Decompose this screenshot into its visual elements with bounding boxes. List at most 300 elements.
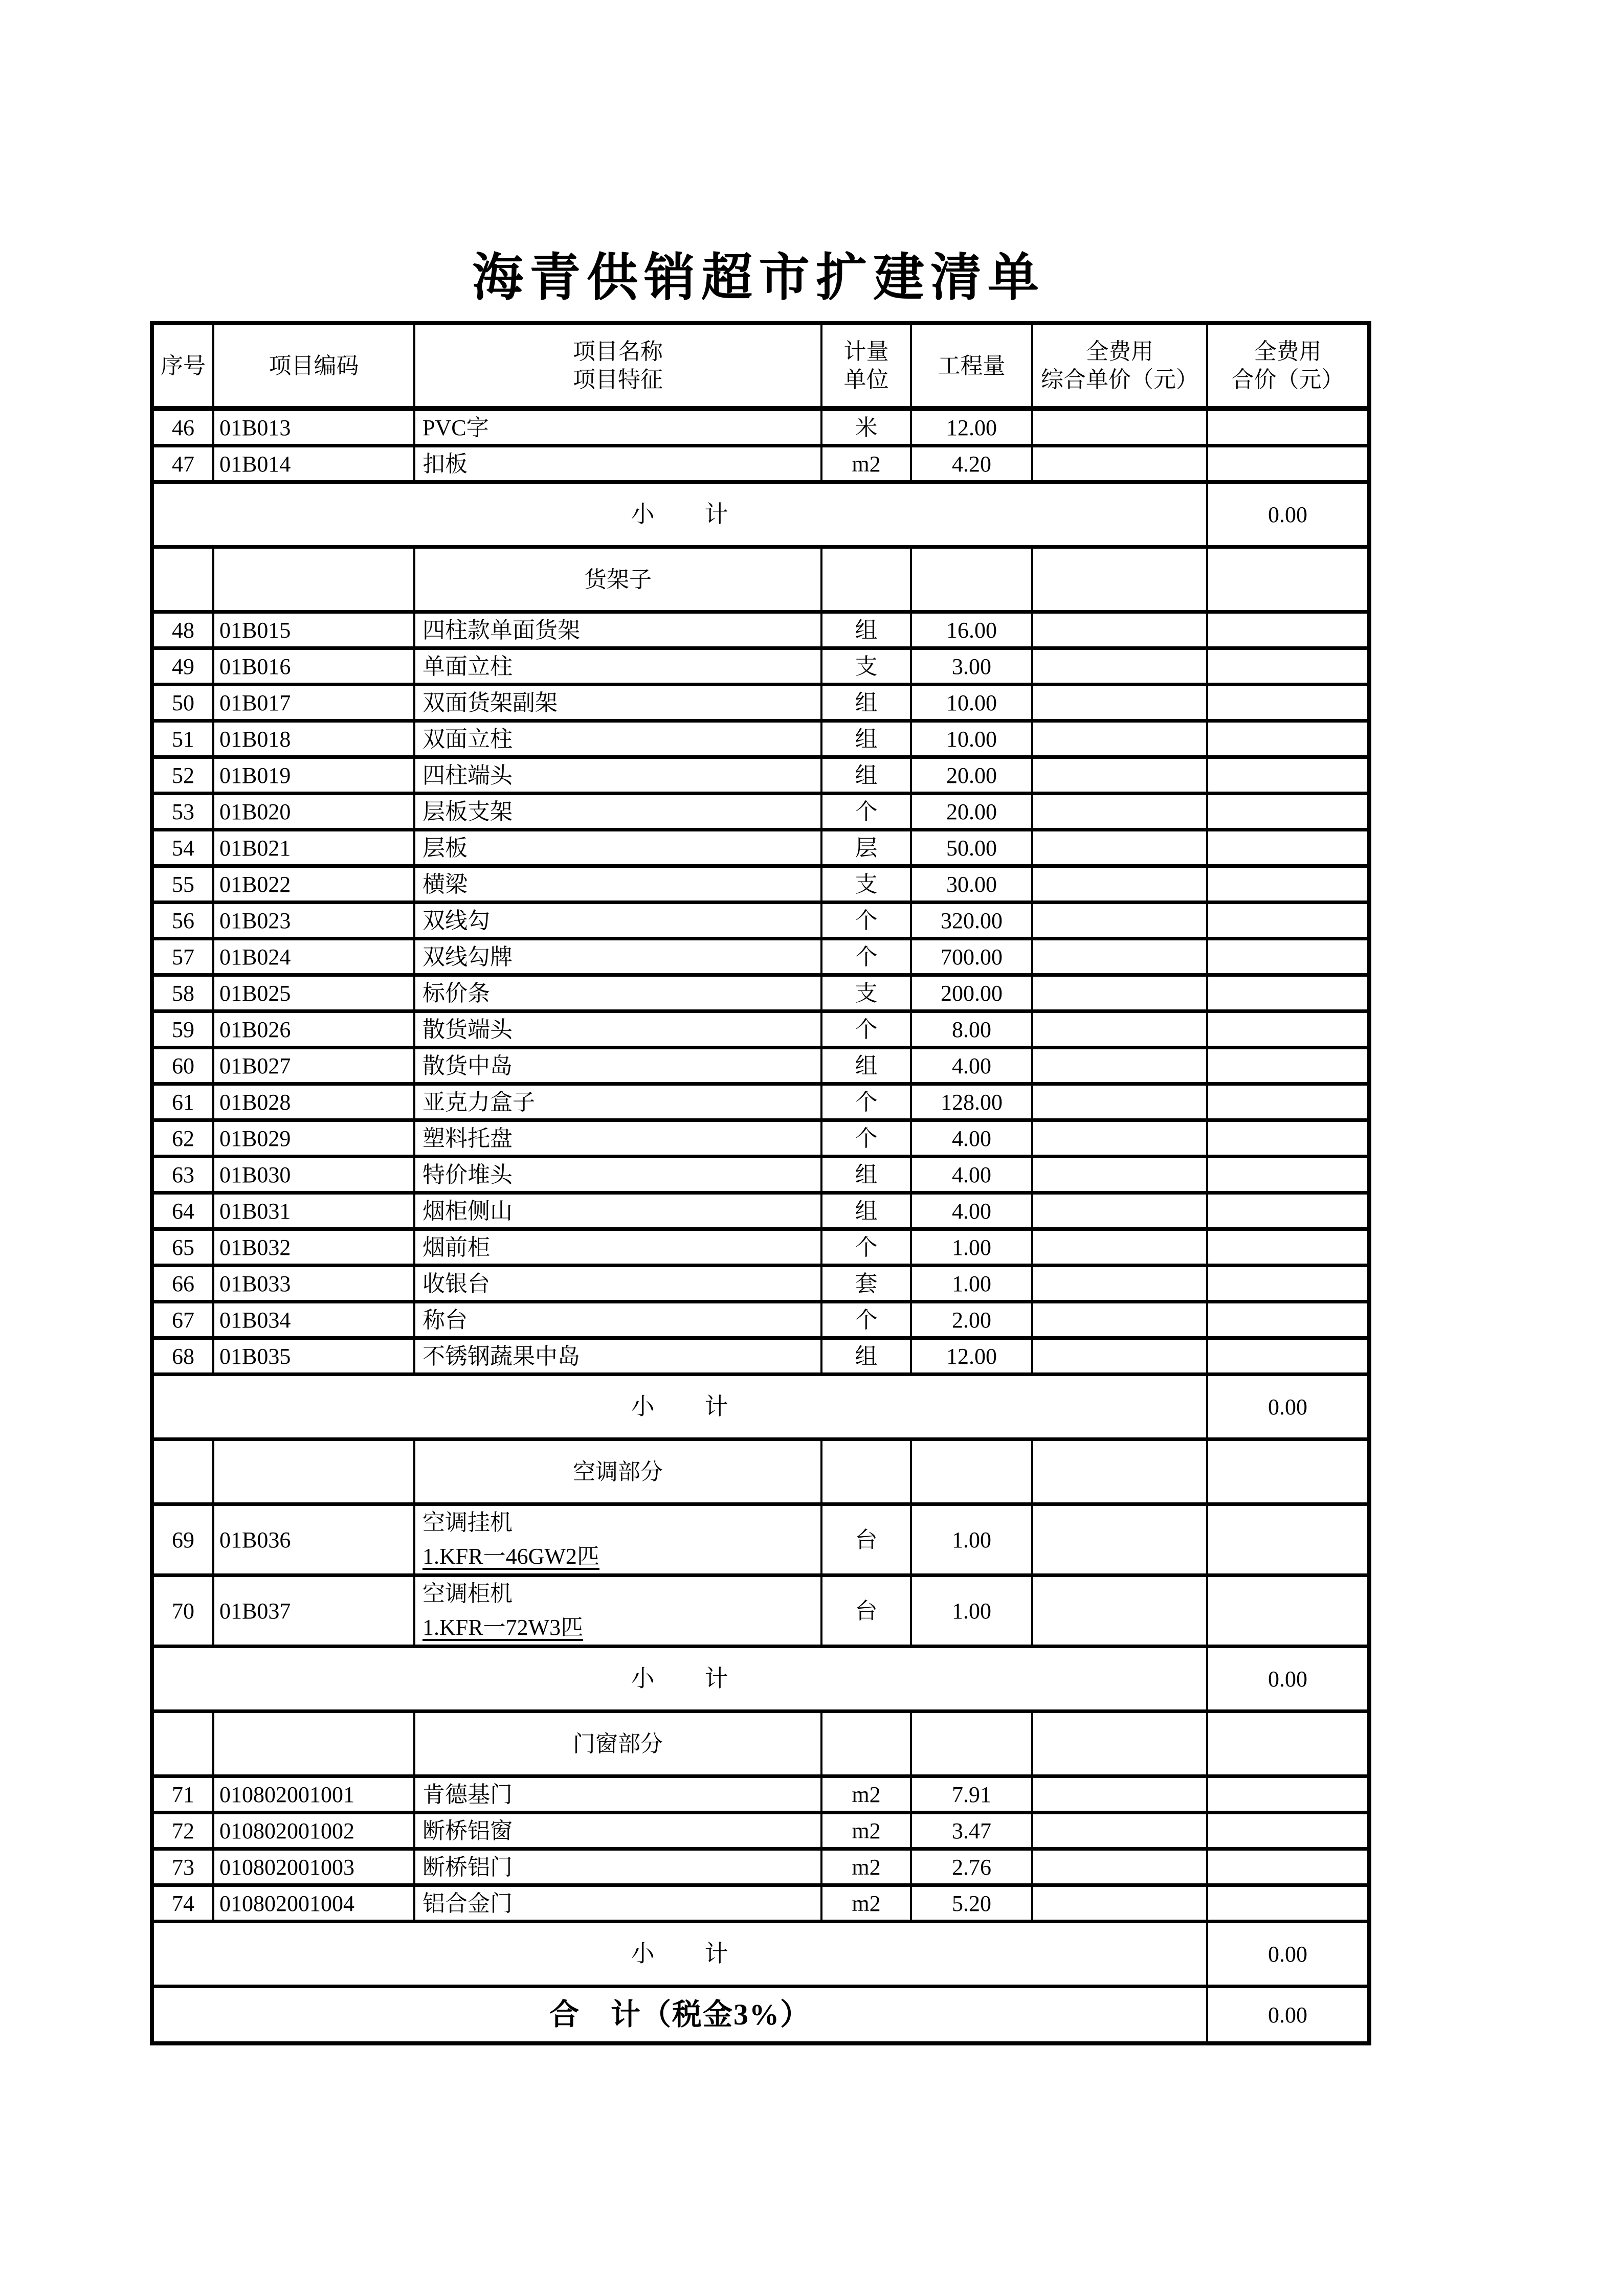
code-cell: 01B019 xyxy=(213,757,414,794)
amount-cell xyxy=(1207,1229,1369,1266)
quantity-cell: 30.00 xyxy=(911,866,1032,903)
amount-cell xyxy=(1207,1439,1369,1504)
unit-cell: 台 xyxy=(821,1504,911,1575)
unit-price-cell xyxy=(1032,409,1207,446)
serial-cell: 69 xyxy=(152,1504,213,1575)
quantity-cell: 1.00 xyxy=(911,1504,1032,1575)
subtotal-row xyxy=(152,1647,1369,1712)
code-cell: 01B015 xyxy=(213,612,414,648)
item-name: 四柱端头 xyxy=(422,762,513,788)
unit-cell xyxy=(821,547,911,612)
header-name: 项目名称 项目特征 xyxy=(414,323,821,409)
serial-cell: 55 xyxy=(152,866,213,903)
unit-price-cell xyxy=(1032,1813,1207,1849)
header-code: 项目编码 xyxy=(213,323,414,409)
name-cell xyxy=(414,1302,821,1338)
serial-cell: 68 xyxy=(152,1338,213,1375)
amount-cell xyxy=(1207,866,1369,903)
item-name: 层板支架 xyxy=(422,799,513,824)
name-cell xyxy=(414,757,821,794)
code-cell: 01B023 xyxy=(213,903,414,939)
amount-cell xyxy=(1207,1504,1369,1575)
amount-cell xyxy=(1207,830,1369,866)
section-title-cell xyxy=(414,547,821,612)
item-name: PVC字 xyxy=(422,415,489,440)
quantity-cell: 4.00 xyxy=(911,1193,1032,1229)
quantity-cell: 12.00 xyxy=(911,409,1032,446)
item-name: 标价条 xyxy=(422,980,490,1006)
unit-cell: 组 xyxy=(821,1157,911,1193)
item-name: 亚克力盒子 xyxy=(422,1089,535,1115)
name-cell xyxy=(414,1776,821,1813)
quantity-cell: 700.00 xyxy=(911,939,1032,975)
subtotal-label-cell: 小 计 xyxy=(152,1922,1207,1987)
quantity-cell: 7.91 xyxy=(911,1776,1032,1813)
amount-cell xyxy=(1207,1849,1369,1885)
quantity-cell: 4.20 xyxy=(911,446,1032,482)
unit-price-cell xyxy=(1032,1504,1207,1575)
item-row xyxy=(152,721,1369,757)
quantity-cell: 50.00 xyxy=(911,830,1032,866)
amount-cell xyxy=(1207,975,1369,1011)
name-cell xyxy=(414,1575,821,1647)
item-row xyxy=(152,1885,1369,1922)
section-row xyxy=(152,547,1369,612)
code-cell: 01B033 xyxy=(213,1266,414,1302)
quantity-cell: 128.00 xyxy=(911,1084,1032,1120)
code-cell: 01B031 xyxy=(213,1193,414,1229)
quantity-cell: 16.00 xyxy=(911,612,1032,648)
amount-cell xyxy=(1207,1712,1369,1776)
unit-price-cell xyxy=(1032,1084,1207,1120)
quantity-cell: 2.76 xyxy=(911,1849,1032,1885)
serial-cell xyxy=(152,547,213,612)
serial-cell: 63 xyxy=(152,1157,213,1193)
quantity-cell: 4.00 xyxy=(911,1157,1032,1193)
code-cell xyxy=(213,1712,414,1776)
serial-cell: 56 xyxy=(152,903,213,939)
code-cell: 01B022 xyxy=(213,866,414,903)
amount-cell xyxy=(1207,1120,1369,1157)
unit-cell: 套 xyxy=(821,1266,911,1302)
code-cell: 01B013 xyxy=(213,409,414,446)
unit-price-cell xyxy=(1032,1266,1207,1302)
section-title: 门窗部分 xyxy=(573,1731,663,1757)
amount-cell xyxy=(1207,757,1369,794)
amount-cell xyxy=(1207,446,1369,482)
amount-cell xyxy=(1207,939,1369,975)
serial-cell: 73 xyxy=(152,1849,213,1885)
code-cell: 01B024 xyxy=(213,939,414,975)
table-body xyxy=(152,323,1369,2043)
name-cell xyxy=(414,648,821,685)
amount-cell xyxy=(1207,1338,1369,1375)
item-row xyxy=(152,1575,1369,1647)
item-name: 空调柜机 xyxy=(422,1581,513,1606)
serial-cell: 74 xyxy=(152,1885,213,1922)
item-row xyxy=(152,794,1369,830)
unit-cell: 米 xyxy=(821,409,911,446)
code-cell: 01B021 xyxy=(213,830,414,866)
item-feature: 1.KFR一46GW2匹 xyxy=(422,1544,599,1569)
code-cell: 01B018 xyxy=(213,721,414,757)
quantity-cell: 20.00 xyxy=(911,794,1032,830)
unit-price-cell xyxy=(1032,721,1207,757)
amount-cell xyxy=(1207,1193,1369,1229)
name-cell xyxy=(414,939,821,975)
unit-cell: 组 xyxy=(821,757,911,794)
quantity-cell: 5.20 xyxy=(911,1885,1032,1922)
serial-cell xyxy=(152,1439,213,1504)
unit-cell: 组 xyxy=(821,721,911,757)
code-cell xyxy=(213,1439,414,1504)
item-row xyxy=(152,409,1369,446)
quantity-cell: 10.00 xyxy=(911,685,1032,721)
grand-total-amount-cell: 0.00 xyxy=(1207,1987,1369,2044)
section-title-cell xyxy=(414,1439,821,1504)
serial-cell: 53 xyxy=(152,794,213,830)
serial-cell: 70 xyxy=(152,1575,213,1647)
header-quantity: 工程量 xyxy=(911,323,1032,409)
amount-cell xyxy=(1207,1048,1369,1084)
item-feature: 1.KFR一72W3匹 xyxy=(422,1615,584,1640)
amount-cell xyxy=(1207,794,1369,830)
unit-cell: 个 xyxy=(821,794,911,830)
unit-cell: m2 xyxy=(821,1813,911,1849)
header-unit: 计量 单位 xyxy=(821,323,911,409)
subtotal-amount-cell: 0.00 xyxy=(1207,1647,1369,1712)
amount-cell xyxy=(1207,721,1369,757)
item-row xyxy=(152,685,1369,721)
item-name: 断桥铝门 xyxy=(422,1854,513,1880)
name-cell xyxy=(414,830,821,866)
quantity-cell xyxy=(911,1439,1032,1504)
item-name: 铝合金门 xyxy=(422,1890,513,1916)
item-row xyxy=(152,1266,1369,1302)
item-row xyxy=(152,1193,1369,1229)
quantity-cell: 3.47 xyxy=(911,1813,1032,1849)
quantity-cell: 200.00 xyxy=(911,975,1032,1011)
amount-cell xyxy=(1207,1885,1369,1922)
section-row xyxy=(152,1439,1369,1504)
item-row xyxy=(152,1229,1369,1266)
item-row xyxy=(152,446,1369,482)
code-cell: 01B014 xyxy=(213,446,414,482)
quantity-cell: 3.00 xyxy=(911,648,1032,685)
unit-price-cell xyxy=(1032,1439,1207,1504)
unit-price-cell xyxy=(1032,1338,1207,1375)
code-cell: 01B025 xyxy=(213,975,414,1011)
item-name: 双线勾 xyxy=(422,908,490,933)
item-row xyxy=(152,1011,1369,1048)
amount-cell xyxy=(1207,612,1369,648)
unit-price-cell xyxy=(1032,757,1207,794)
unit-price-cell xyxy=(1032,1885,1207,1922)
item-name: 称台 xyxy=(422,1307,468,1333)
serial-cell: 51 xyxy=(152,721,213,757)
serial-cell: 58 xyxy=(152,975,213,1011)
code-cell: 01B016 xyxy=(213,648,414,685)
code-cell: 01B026 xyxy=(213,1011,414,1048)
name-cell xyxy=(414,1338,821,1375)
item-row xyxy=(152,1849,1369,1885)
amount-cell xyxy=(1207,1776,1369,1813)
item-row xyxy=(152,939,1369,975)
serial-cell: 59 xyxy=(152,1011,213,1048)
name-cell xyxy=(414,1048,821,1084)
item-name: 双面货架副架 xyxy=(422,690,558,715)
header-amount: 全费用 合价（元） xyxy=(1207,323,1369,409)
item-row xyxy=(152,648,1369,685)
unit-price-cell xyxy=(1032,648,1207,685)
item-row xyxy=(152,1084,1369,1120)
serial-cell: 46 xyxy=(152,409,213,446)
unit-cell: 组 xyxy=(821,1338,911,1375)
amount-cell xyxy=(1207,409,1369,446)
name-cell xyxy=(414,903,821,939)
unit-price-cell xyxy=(1032,1302,1207,1338)
amount-cell xyxy=(1207,903,1369,939)
item-name: 横梁 xyxy=(422,871,468,897)
unit-price-cell xyxy=(1032,1011,1207,1048)
unit-price-cell xyxy=(1032,446,1207,482)
serial-cell: 72 xyxy=(152,1813,213,1849)
unit-price-cell xyxy=(1032,903,1207,939)
name-cell xyxy=(414,721,821,757)
item-row xyxy=(152,1776,1369,1813)
code-cell: 01B020 xyxy=(213,794,414,830)
item-name: 肯德基门 xyxy=(422,1782,513,1807)
unit-cell: 组 xyxy=(821,612,911,648)
unit-cell: 支 xyxy=(821,648,911,685)
serial-cell: 47 xyxy=(152,446,213,482)
item-row xyxy=(152,757,1369,794)
serial-cell: 50 xyxy=(152,685,213,721)
unit-cell: 个 xyxy=(821,1229,911,1266)
item-name: 空调挂机 xyxy=(422,1510,513,1535)
subtotal-amount-cell: 0.00 xyxy=(1207,482,1369,547)
item-name: 收银台 xyxy=(422,1271,490,1296)
subtotal-amount-cell: 0.00 xyxy=(1207,1375,1369,1439)
name-cell xyxy=(414,1266,821,1302)
name-cell xyxy=(414,612,821,648)
name-cell xyxy=(414,1120,821,1157)
name-cell xyxy=(414,446,821,482)
unit-cell: 支 xyxy=(821,866,911,903)
serial-cell: 48 xyxy=(152,612,213,648)
section-title: 货架子 xyxy=(584,567,652,592)
name-cell xyxy=(414,685,821,721)
item-row xyxy=(152,612,1369,648)
item-name: 烟前柜 xyxy=(422,1234,490,1260)
unit-price-cell xyxy=(1032,1776,1207,1813)
quantity-cell: 320.00 xyxy=(911,903,1032,939)
item-row xyxy=(152,866,1369,903)
code-cell: 01B034 xyxy=(213,1302,414,1338)
amount-cell xyxy=(1207,1575,1369,1647)
quantity-cell: 1.00 xyxy=(911,1266,1032,1302)
unit-cell: 组 xyxy=(821,685,911,721)
subtotal-label-cell: 小 计 xyxy=(152,482,1207,547)
unit-price-cell xyxy=(1032,939,1207,975)
item-row xyxy=(152,1504,1369,1575)
item-name: 双面立柱 xyxy=(422,726,513,752)
table-header-row xyxy=(152,323,1369,409)
quantity-cell: 12.00 xyxy=(911,1338,1032,1375)
unit-cell: 支 xyxy=(821,975,911,1011)
subtotal-label-cell: 小 计 xyxy=(152,1375,1207,1439)
amount-cell xyxy=(1207,547,1369,612)
unit-cell: m2 xyxy=(821,1849,911,1885)
amount-cell xyxy=(1207,1011,1369,1048)
bill-of-quantities-table xyxy=(150,321,1371,2045)
subtotal-label-cell: 小 计 xyxy=(152,1647,1207,1712)
unit-cell: 个 xyxy=(821,1084,911,1120)
item-name: 烟柜侧山 xyxy=(422,1198,513,1224)
item-name: 散货中岛 xyxy=(422,1053,513,1078)
name-cell xyxy=(414,975,821,1011)
serial-cell: 67 xyxy=(152,1302,213,1338)
name-cell xyxy=(414,1157,821,1193)
amount-cell xyxy=(1207,685,1369,721)
serial-cell: 66 xyxy=(152,1266,213,1302)
serial-cell xyxy=(152,1712,213,1776)
unit-cell: 个 xyxy=(821,1120,911,1157)
unit-cell: 个 xyxy=(821,939,911,975)
unit-cell: 个 xyxy=(821,1302,911,1338)
amount-cell xyxy=(1207,648,1369,685)
serial-cell: 61 xyxy=(152,1084,213,1120)
item-row xyxy=(152,1120,1369,1157)
header-serial: 序号 xyxy=(152,323,213,409)
page-title: 海青供销超市扩建清单 xyxy=(472,249,1045,306)
name-cell xyxy=(414,1084,821,1120)
unit-cell: m2 xyxy=(821,1776,911,1813)
name-cell xyxy=(414,1229,821,1266)
code-cell: 010802001003 xyxy=(213,1849,414,1885)
unit-price-cell xyxy=(1032,1849,1207,1885)
name-cell xyxy=(414,794,821,830)
unit-cell xyxy=(821,1439,911,1504)
unit-price-cell xyxy=(1032,866,1207,903)
unit-cell: m2 xyxy=(821,1885,911,1922)
quantity-cell: 20.00 xyxy=(911,757,1032,794)
code-cell: 01B032 xyxy=(213,1229,414,1266)
subtotal-row xyxy=(152,1922,1369,1987)
code-cell: 010802001001 xyxy=(213,1776,414,1813)
item-name: 特价堆头 xyxy=(422,1162,513,1187)
quantity-cell: 10.00 xyxy=(911,721,1032,757)
amount-cell xyxy=(1207,1302,1369,1338)
subtotal-row xyxy=(152,482,1369,547)
code-cell: 01B036 xyxy=(213,1504,414,1575)
code-cell: 01B030 xyxy=(213,1157,414,1193)
serial-cell: 64 xyxy=(152,1193,213,1229)
unit-price-cell xyxy=(1032,612,1207,648)
quantity-cell: 8.00 xyxy=(911,1011,1032,1048)
name-cell xyxy=(414,1504,821,1575)
quantity-cell: 4.00 xyxy=(911,1120,1032,1157)
quantity-cell: 4.00 xyxy=(911,1048,1032,1084)
grand-total-label-cell: 合 计（税金3%） xyxy=(152,1987,1207,2044)
section-title-cell xyxy=(414,1712,821,1776)
unit-price-cell xyxy=(1032,975,1207,1011)
unit-cell xyxy=(821,1712,911,1776)
unit-cell: 个 xyxy=(821,1011,911,1048)
quantity-cell xyxy=(911,1712,1032,1776)
serial-cell: 54 xyxy=(152,830,213,866)
unit-price-cell xyxy=(1032,1120,1207,1157)
item-row xyxy=(152,975,1369,1011)
code-cell: 01B027 xyxy=(213,1048,414,1084)
serial-cell: 71 xyxy=(152,1776,213,1813)
item-row xyxy=(152,1048,1369,1084)
amount-cell xyxy=(1207,1084,1369,1120)
amount-cell xyxy=(1207,1813,1369,1849)
unit-price-cell xyxy=(1032,1575,1207,1647)
item-name: 四柱款单面货架 xyxy=(422,617,580,643)
item-name: 层板 xyxy=(422,835,468,861)
item-name: 散货端头 xyxy=(422,1017,513,1042)
item-row xyxy=(152,903,1369,939)
unit-price-cell xyxy=(1032,830,1207,866)
serial-cell: 52 xyxy=(152,757,213,794)
code-cell: 01B035 xyxy=(213,1338,414,1375)
serial-cell: 49 xyxy=(152,648,213,685)
item-name: 单面立柱 xyxy=(422,654,513,679)
code-cell xyxy=(213,547,414,612)
name-cell xyxy=(414,866,821,903)
item-name: 扣板 xyxy=(422,451,468,477)
code-cell: 01B017 xyxy=(213,685,414,721)
unit-price-cell xyxy=(1032,1712,1207,1776)
serial-cell: 65 xyxy=(152,1229,213,1266)
item-name: 断桥铝窗 xyxy=(422,1818,513,1843)
unit-price-cell xyxy=(1032,685,1207,721)
name-cell xyxy=(414,1813,821,1849)
serial-cell: 57 xyxy=(152,939,213,975)
name-cell xyxy=(414,1849,821,1885)
unit-cell: m2 xyxy=(821,446,911,482)
subtotal-row xyxy=(152,1375,1369,1439)
quantity-cell: 1.00 xyxy=(911,1229,1032,1266)
header-unit-price: 全费用 综合单价（元） xyxy=(1032,323,1207,409)
item-name: 塑料托盘 xyxy=(422,1126,513,1151)
quantity-cell: 1.00 xyxy=(911,1575,1032,1647)
item-row xyxy=(152,830,1369,866)
code-cell: 010802001004 xyxy=(213,1885,414,1922)
quantity-cell xyxy=(911,547,1032,612)
code-cell: 01B028 xyxy=(213,1084,414,1120)
unit-cell: 台 xyxy=(821,1575,911,1647)
name-cell xyxy=(414,1885,821,1922)
unit-cell: 组 xyxy=(821,1048,911,1084)
unit-cell: 层 xyxy=(821,830,911,866)
amount-cell xyxy=(1207,1266,1369,1302)
item-name: 不锈钢蔬果中岛 xyxy=(422,1343,580,1369)
unit-price-cell xyxy=(1032,1193,1207,1229)
unit-cell: 个 xyxy=(821,903,911,939)
code-cell: 01B029 xyxy=(213,1120,414,1157)
name-cell xyxy=(414,1193,821,1229)
unit-price-cell xyxy=(1032,794,1207,830)
amount-cell xyxy=(1207,1157,1369,1193)
unit-price-cell xyxy=(1032,547,1207,612)
name-cell xyxy=(414,409,821,446)
grand-total-row xyxy=(152,1987,1369,2044)
item-row xyxy=(152,1302,1369,1338)
unit-price-cell xyxy=(1032,1229,1207,1266)
